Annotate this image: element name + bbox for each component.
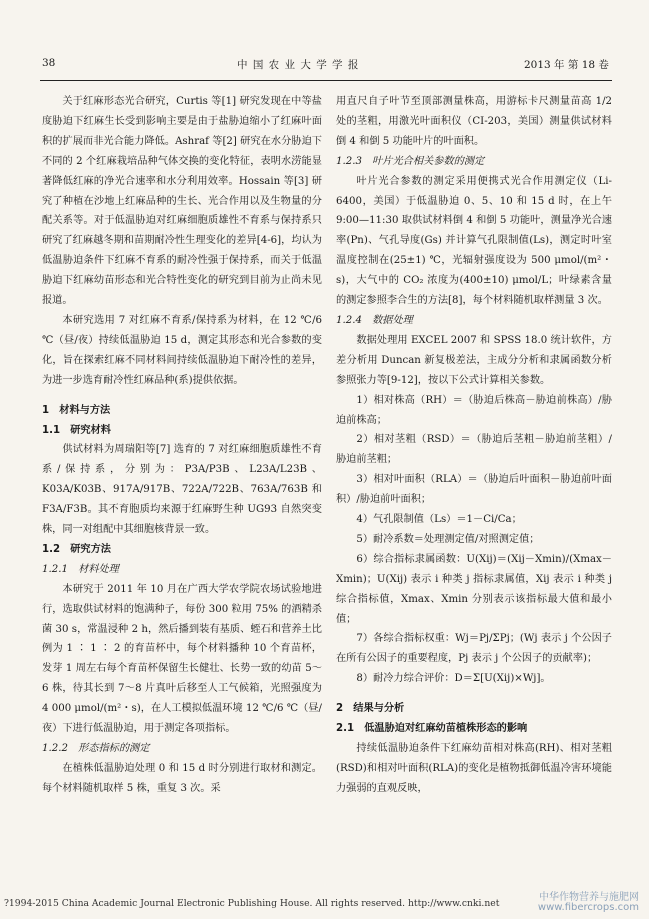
materials-paragraph: 供试材料为周瑞阳等[7] 选育的 7 对红麻细胞质雄性不育系/保持系，分别为：P3A/P3B、L23A/L23B、K03A/K03B、917A/917B、722A/722B、763A/763B 和 F3A/F3B。其不育胞质均来源于红麻野生种 UG93 自然突变株，同一对组配中其细胞核背景一致。 bbox=[42, 444, 322, 536]
treatment-paragraph: 本研究于 2011 年 10 月在广西大学农学院农场试验地进行，选取供试材料的饱满种子，每份 300 粒用 75% 的酒精杀菌 30 s，常温浸种 2 h，然后播到装有基质、蛭石和营养土比例为 1 ∶ 1 ∶ 2 的育苗杯中，每个材料播种 10 个育苗杯，发芽 1 周左右每个育苗杯保留生长健壮、长势一致的幼苗 5～6 株，待其长到 7～8 片真叶后移至人工气候箱，光照强度为 4 000 μmol/(m²・s)，在人工模拟低温环境 12 ℃/6 ℃（昼/夜）下进行低温胁迫，用于测定各项指标。 bbox=[42, 583, 322, 735]
watermark-url: www.fibercrops.com bbox=[537, 902, 639, 913]
subsubsection-heading: 1.2.1 材料处理 bbox=[42, 563, 119, 575]
year-issue: 2013 年 第 18 卷 bbox=[524, 59, 609, 71]
formula-item: 6）综合指标隶属函数：U(Xij)＝(Xij－Xmin)/(Xmax－Xmin)；U(Xij) 表示 i 种类 j 指标隶属值，Xij 表示 i 种类 j 综合指标值，Xmax、Xmin 分别表示该指标最大值和最小值； bbox=[336, 553, 612, 625]
formula-item: 3）相对叶面积（RLA）＝（胁迫后叶面积－胁迫前叶面积）/胁迫前叶面积； bbox=[336, 474, 612, 506]
intro-paragraph: 关于红麻形态光合研究，Curtis 等[1] 研究发现在中等盐度胁迫下红麻生长受到影响主要是由于盐胁迫缩小了红麻叶面积的扩展而非光合能力降低。Ashraf 等[2] 研究在水分胁迫下不同的 2 个红麻栽培品种气体交换的变化特征，表明水涝能显著降低红麻的净光合速率和水分利用效率。Hossain 等[3] 研究了种植在沙地上红麻品种的生长、光合作用以及生物量的分配关系等。对于低温胁迫对红麻细胞质雄性不育系与保持系只研究了红麻越冬期和苗期耐冷性生理变化的差异[4-6]，均认为低温胁迫条件下红麻不育系的耐冷性强于保持系，而关于低温胁迫下红麻幼苗形态和光合特性变化的研究到目前为止尚未见报道。 bbox=[42, 96, 322, 307]
results-paragraph: 持续低温胁迫条件下红麻幼苗相对株高(RH)、相对茎粗(RSD)和相对叶面积(RLA)的变化是植物抵御低温冷害环境能力强弱的直观反映， bbox=[336, 743, 612, 794]
subsection-heading: 1.1 研究材料 bbox=[42, 424, 111, 436]
copyright-footer: ?1994-2015 China Academic Journal Electronic Publishing House. All rights reserved. http://www.cnki.net bbox=[4, 898, 500, 909]
journal-title: 中 国 农 业 大 学 学 报 bbox=[237, 59, 360, 71]
subsubsection-heading: 1.2.2 形态指标的测定 bbox=[42, 743, 150, 754]
subsubsection-heading: 1.2.4 数据处理 bbox=[336, 314, 413, 326]
morphology-paragraph-cont: 用直尺自子叶节至顶部测量株高，用游标卡尺测量苗高 1/2 处的茎粗，用激光叶面积仪（CI-203，美国）测量供试材料倒 4 和倒 5 功能叶片的叶面积。 bbox=[336, 96, 612, 147]
header-rule bbox=[40, 80, 612, 81]
page-number: 38 bbox=[42, 57, 56, 69]
formula-item: 2）相对茎粗（RSD）＝（胁迫后茎粗－胁迫前茎粗）/胁迫前茎粗； bbox=[336, 434, 612, 466]
photosynthesis-paragraph: 叶片光合参数的测定采用便携式光合作用测定仪（Li-6400，美国）于低温胁迫 0、5、10 和 15 d 时，在上午 9:00—11:30 取供试材料倒 4 和倒 5 功能叶，测量净光合速率(Pn)、气孔导度(Gs) 并计算气孔限制值(Ls)，测定时叶室温度控制在(25±1) ℃，光辐射强度设为 500 μmol/(m²・s)，大气中的 CO₂ 浓度为(400±10) μmol/L；叶绿素含量的测定参照李合生的方法[8]，每个材料随机取样测量 3 次。 bbox=[336, 175, 612, 307]
formula-item: 5）耐冷系数＝处理测定值/对照测定值； bbox=[356, 533, 540, 545]
subsubsection-heading: 1.2.3 叶片光合相关参数的测定 bbox=[336, 155, 485, 167]
subsection-heading: 1.2 研究方法 bbox=[42, 543, 111, 555]
subsection-heading: 2.1 低温胁迫对红麻幼苗植株形态的影响 bbox=[336, 723, 528, 735]
section-heading: 1 材料与方法 bbox=[42, 404, 111, 416]
morphology-paragraph: 在植株低温胁迫处理 0 和 15 d 时分别进行取材和测定。每个材料随机取样 5 株，重复 3 次。采 bbox=[42, 762, 322, 794]
formula-item: 7）各综合指标权重：Wj＝Pj/ΣPj；(Wj 表示 j 个公因子在所有公因子的重要程度，Pj 表示 j 个公因子的贡献率)； bbox=[336, 633, 612, 665]
intro-paragraph-2: 本研究选用 7 对红麻不育系/保持系为材料，在 12 ℃/6 ℃（昼/夜）持续低温胁迫 15 d，测定其形态和光合参数的变化，旨在探索红麻不同材料间持续低温胁迫下耐冷性的差异，为进一步选育耐冷性红麻品种(系)提供依据。 bbox=[42, 314, 322, 386]
data-processing-paragraph: 数据处理用 EXCEL 2007 和 SPSS 18.0 统计软件，方差分析用 Duncan 新复极差法，主成分分析和隶属函数分析参照张力等[9-12]，按以下公式计算相关参数。 bbox=[336, 334, 612, 386]
formula-item: 8）耐冷力综合评价：D＝Σ[U(Xij)×Wj]。 bbox=[356, 673, 551, 685]
formula-item: 4）气孔限制值（Ls）＝1－Ci/Ca； bbox=[356, 514, 522, 526]
right-column bbox=[336, 92, 612, 799]
watermark-cn: 中华作物营养与施肥网 bbox=[539, 892, 639, 903]
section-heading: 2 结果与分析 bbox=[336, 703, 405, 715]
formula-item: 1）相对株高（RH）＝（胁迫后株高－胁迫前株高）/胁迫前株高； bbox=[336, 394, 612, 426]
left-column bbox=[42, 92, 322, 799]
